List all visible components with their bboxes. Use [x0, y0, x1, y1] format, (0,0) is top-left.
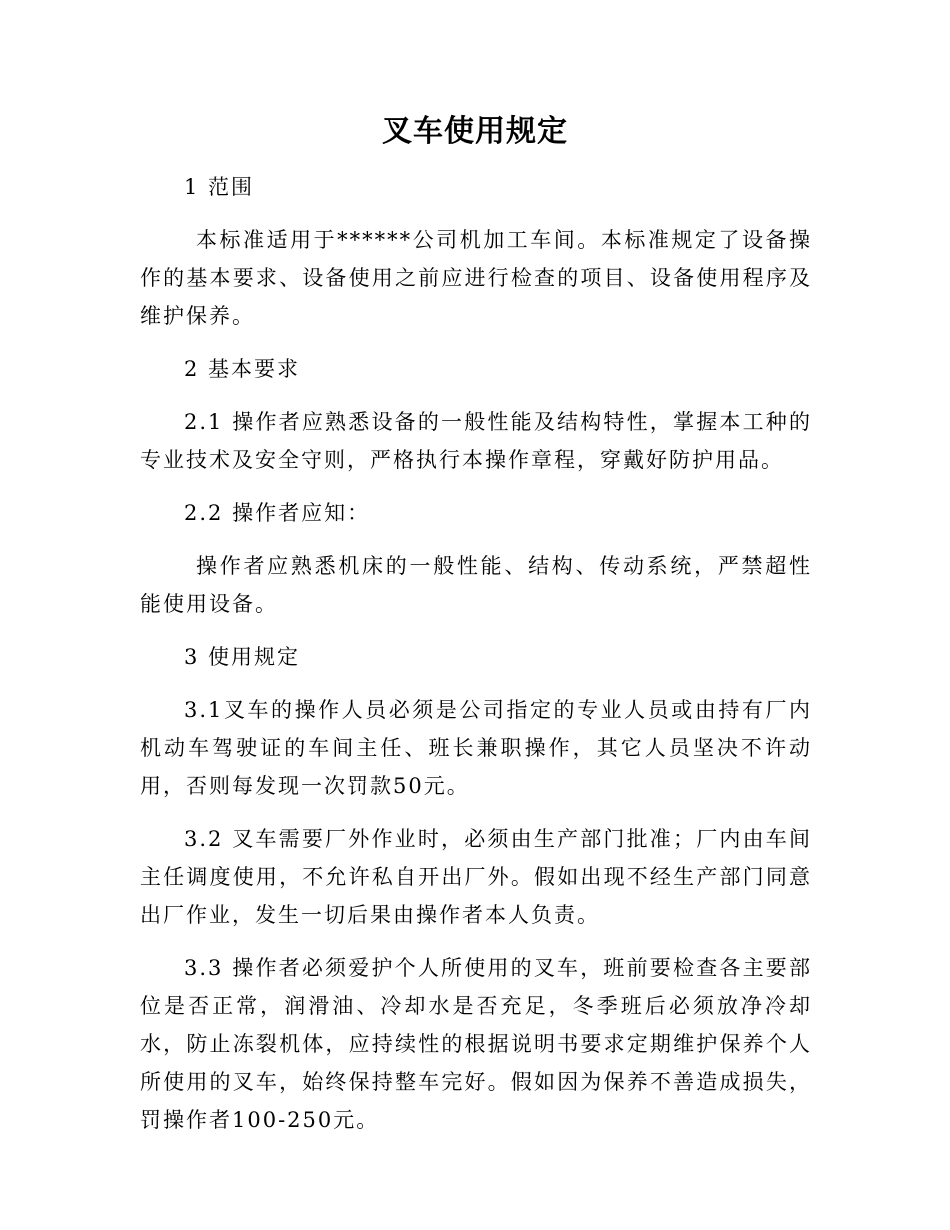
document-body — [140, 168, 812, 1154]
paragraph-2-2: 2.2 操作者应知： — [184, 501, 371, 525]
paragraph-3-3: 3.3 操作者必须爱护个人所使用的叉车，班前要检查各主要部位是否正常，润滑油、冷却水是否充足，冬季班后必须放净冷却水，防止冻裂机体，应持续性的根据说明书要求定期维护保养个人所使用的叉车，始终保持整车完好。假如因为保养不善造成损失，罚操作者100-250元。 — [140, 956, 812, 1132]
paragraph-3-2: 3.2 叉车需要厂外作业时，必须由生产部门批准；厂内由车间主任调度使用，不允许私自开出厂外。假如出现不经生产部门同意出厂作业，发生一切后果由操作者本人负责。 — [140, 827, 812, 927]
section-heading-usage-rules: 3 使用规定 — [184, 645, 301, 669]
section-heading-basic-requirements: 2 基本要求 — [184, 357, 301, 381]
paragraph-2-1: 2.1 操作者应熟悉设备的一般性能及结构特性，掌握本工种的专业技术及安全守则，严格执行本操作章程，穿戴好防护用品。 — [140, 410, 812, 472]
paragraph-scope: 本标准适用于******公司机加工车间。本标准规定了设备操作的基本要求、设备使用之前应进行检查的项目、设备使用程序及维护保养。 — [140, 228, 812, 328]
section-heading-scope: 1 范围 — [184, 175, 255, 199]
paragraph-3-1: 3.1叉车的操作人员必须是公司指定的专业人员或由持有厂内机动车驾驶证的车间主任、班长兼职操作，其它人员坚决不许动用，否则每发现一次罚款50元。 — [140, 698, 812, 798]
paragraph-operator-knowledge: 操作者应熟悉机床的一般性能、结构、传动系统，严禁超性能使用设备。 — [140, 554, 812, 616]
document-title: 叉车使用规定 — [382, 114, 568, 149]
